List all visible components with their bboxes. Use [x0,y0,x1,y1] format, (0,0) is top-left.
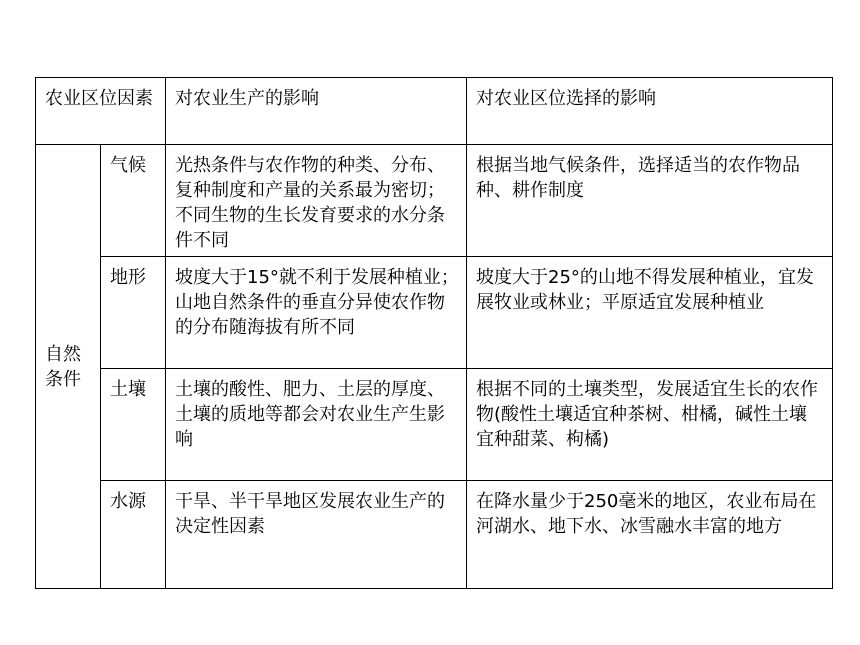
group-label-natural-conditions: 自然条件 [36,145,101,589]
row-production-impact: 干旱、半干旱地区发展农业生产的决定性因素 [166,481,467,589]
row-factor-water-source: 水源 [101,481,166,589]
row-factor-terrain: 地形 [101,257,166,369]
row-factor-climate: 气候 [101,145,166,257]
table-header-row [36,78,833,145]
row-location-impact: 在降水量少于250毫米的地区，农业布局在河湖水、地下水、冰雪融水丰富的地方 [467,481,833,589]
agricultural-location-factors-table [35,77,833,589]
row-location-impact: 坡度大于25°的山地不得发展种植业，宜发展牧业或林业；平原适宜发展种植业 [467,257,833,369]
table-row [36,145,833,257]
row-production-impact: 光热条件与农作物的种类、分布、复种制度和产量的关系最为密切；不同生物的生长发育要求的水分条件不同 [166,145,467,257]
header-factor: 农业区位因素 [36,78,166,145]
row-location-impact: 根据不同的土壤类型，发展适宜生长的农作物(酸性土壤适宜种茶树、柑橘，碱性土壤宜种甜菜、枸橘) [467,369,833,481]
row-production-impact: 土壤的酸性、肥力、土层的厚度、土壤的质地等都会对农业生产生影响 [166,369,467,481]
header-location-impact: 对农业区位选择的影响 [467,78,833,145]
row-production-impact: 坡度大于15°就不利于发展种植业；山地自然条件的垂直分异使农作物的分布随海拔有所不同 [166,257,467,369]
table-row [36,481,833,589]
row-factor-soil: 土壤 [101,369,166,481]
table-row [36,369,833,481]
row-location-impact: 根据当地气候条件，选择适当的农作物品种、耕作制度 [467,145,833,257]
table-row [36,257,833,369]
header-production-impact: 对农业生产的影响 [166,78,467,145]
